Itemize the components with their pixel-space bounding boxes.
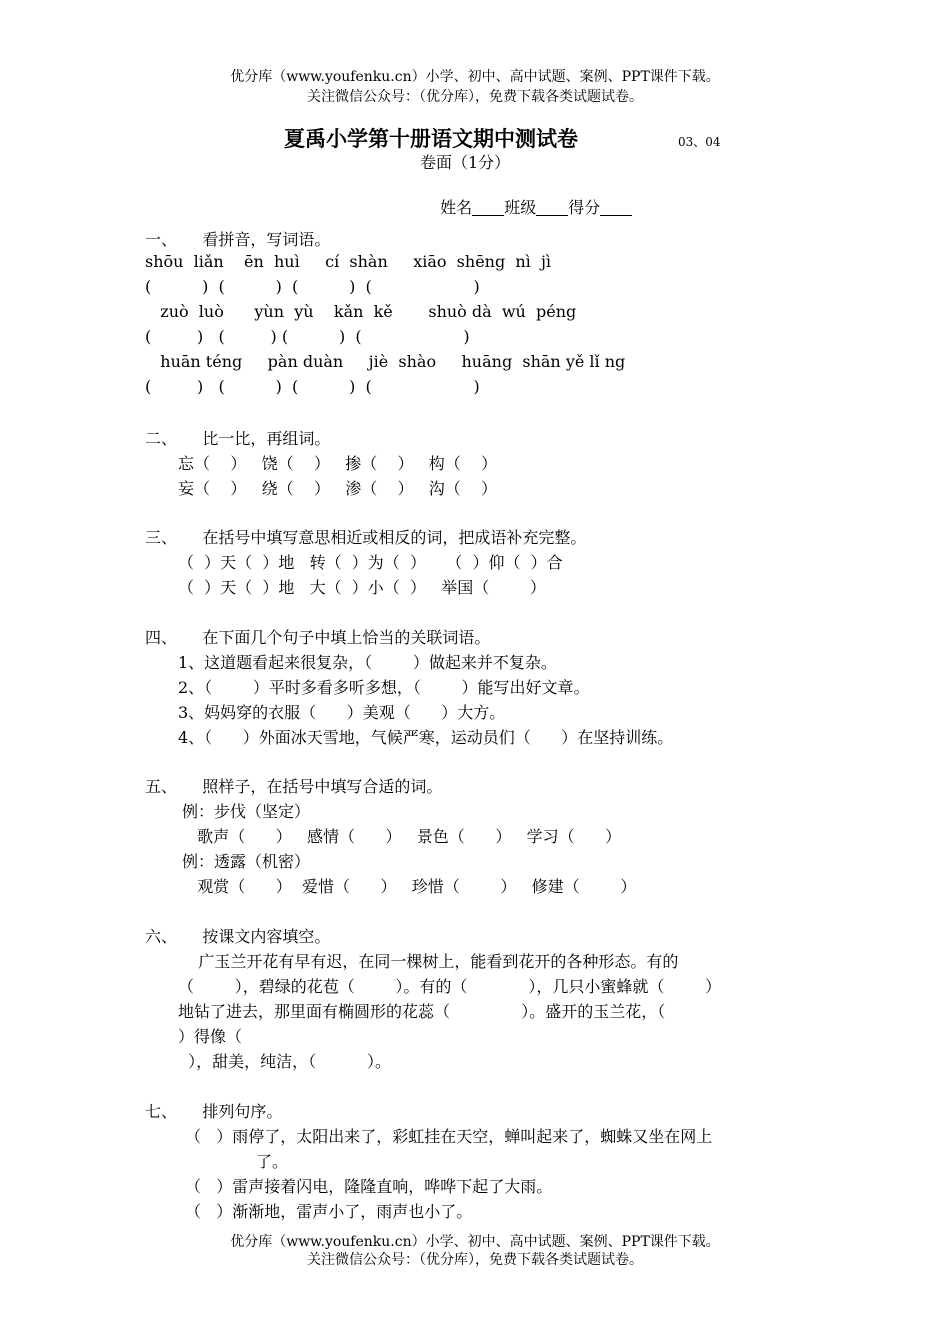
- section-6-heading: 六、 按课文内容填空。: [145, 927, 331, 946]
- header-line-2: 关注微信公众号：（优分库），免费下载各类试题试卷。: [307, 89, 643, 105]
- class-blank[interactable]: [536, 199, 568, 216]
- pinyin-row: huān téng pàn duàn jiè shào huāng shān yě lǐ ng: [145, 352, 626, 371]
- subtitle: 卷面（1分）: [420, 153, 511, 172]
- pinyin-row: zuò luò yùn yù kǎn kě shuò dà wú péng: [145, 302, 577, 321]
- page-title: 夏禹小学第十册语文期中测试卷: [284, 126, 578, 151]
- section-1-heading: 一、 看拼音，写词语。: [145, 230, 331, 249]
- passage-line: 广玉兰开花有早有迟，在同一棵树上，能看到花开的各种形态。有的: [178, 952, 679, 971]
- order-row[interactable]: （ ）雷声接着闪电，隆隆直响，哗哗下起了大雨。: [185, 1177, 553, 1196]
- pinyin-row: shōu liǎn ēn huì cí shàn xiāo shēng nì jì: [145, 252, 552, 271]
- name-label: 姓名: [440, 198, 473, 217]
- footer-line-1: 优分库（www.youfenku.cn）小学、初中、高中试题、案例、PPT课件下载。: [230, 1234, 720, 1250]
- answer-row[interactable]: ( ) ( ) ( ) ( ): [145, 327, 470, 346]
- fill-row[interactable]: 歌声（ ） 感情（ ） 景色（ ） 学习（ ）: [182, 827, 622, 846]
- idiom-row[interactable]: （ ）天（ ）地 大（ ）小（ ） 举国（ ）: [178, 578, 546, 597]
- order-row[interactable]: （ ）渐渐地，雷声小了，雨声也小了。: [185, 1202, 473, 1221]
- class-label: 班级: [504, 198, 537, 217]
- sentence-row[interactable]: 4、（ ）外面冰天雪地，气候严寒，运动员们（ ）在坚持训练。: [178, 728, 674, 747]
- answer-row[interactable]: ( ) ( ) ( ) ( ): [145, 377, 480, 396]
- sentence-row[interactable]: 3、妈妈穿的衣服（ ）美观（ ）大方。: [178, 703, 506, 722]
- compare-row[interactable]: 忘（ ） 饶（ ） 掺（ ） 构（ ）: [178, 454, 498, 473]
- passage-line[interactable]: ）得像（: [178, 1027, 243, 1046]
- sentence-row[interactable]: 2、（ ）平时多看多听多想，（ ）能写出好文章。: [178, 678, 590, 697]
- example-row: 例：透露（机密）: [182, 852, 311, 871]
- fill-row[interactable]: 观赏（ ） 爱惜（ ） 珍惜（ ） 修建（ ）: [182, 877, 637, 896]
- order-row-continued: 了。: [256, 1152, 289, 1171]
- compare-row[interactable]: 妄（ ） 绕（ ） 渗（ ） 沟（ ）: [178, 479, 498, 498]
- idiom-row[interactable]: （ ）天（ ）地 转（ ）为（ ） （ ）仰（ ）合: [178, 553, 563, 572]
- passage-line[interactable]: （ ），碧绿的花苞（ ）。有的（ ），几只小蜜蜂就（ ）: [178, 977, 722, 996]
- student-info: [430, 176, 632, 218]
- section-2-heading: 二、 比一比，再组词。: [145, 429, 331, 448]
- section-5-heading: 五、 照样子，在括号中填写合适的词。: [145, 777, 443, 796]
- order-row[interactable]: （ ）雨停了，太阳出来了，彩虹挂在天空，蝉叫起来了，蜘蛛又坐在网上: [185, 1127, 713, 1146]
- score-blank[interactable]: [600, 199, 632, 216]
- passage-line[interactable]: ），甜美，纯洁，（ ）。: [178, 1052, 392, 1071]
- sentence-row[interactable]: 1、这道题看起来很复杂，（ ）做起来并不复杂。: [178, 653, 557, 672]
- section-4-heading: 四、 在下面几个句子中填上恰当的关联词语。: [145, 628, 491, 647]
- answer-row[interactable]: ( ) ( ) ( ) ( ): [145, 277, 480, 296]
- name-blank[interactable]: [472, 199, 504, 216]
- footer-line-2: 关注微信公众号：（优分库），免费下载各类试题试卷。: [307, 1252, 643, 1268]
- section-7-heading: 七、 排列句序。: [145, 1102, 283, 1121]
- example-row: 例：步伐（坚定）: [182, 802, 311, 821]
- exam-date: 03、04: [678, 135, 721, 149]
- section-3-heading: 三、 在括号中填写意思相近或相反的词，把成语补充完整。: [145, 528, 587, 547]
- score-label: 得分: [568, 198, 601, 217]
- passage-line[interactable]: 地钻了进去，那里面有椭圆形的花蕊（ ）。盛开的玉兰花，（: [178, 1002, 666, 1021]
- header-line-1: 优分库（www.youfenku.cn）小学、初中、高中试题、案例、PPT课件下载。: [230, 69, 720, 85]
